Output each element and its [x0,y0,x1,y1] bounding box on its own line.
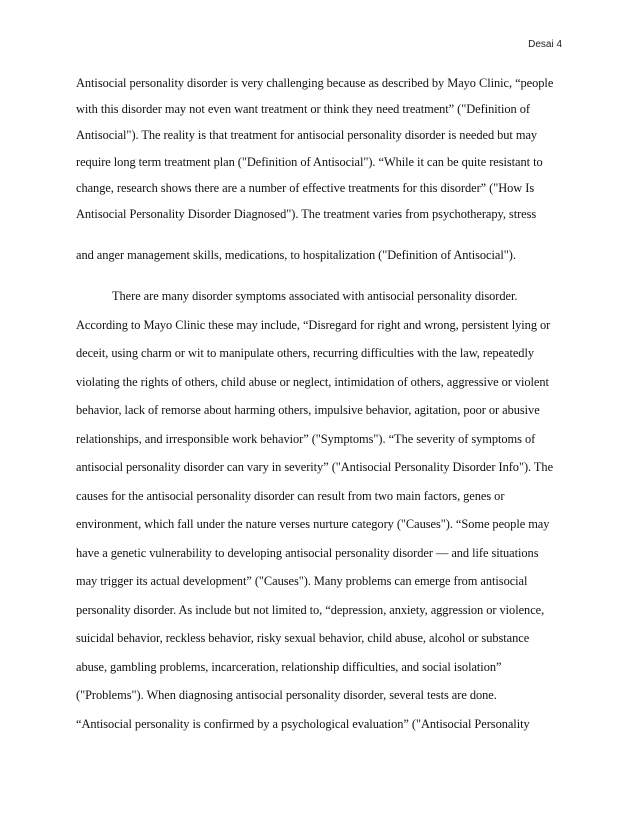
body-line: suicidal behavior, reckless behavior, risky sexual behavior, child abuse, alcohol or substance [76,631,530,645]
body-line: require long term treatment plan ("Definition of Antisocial"). “While it can be quite resistant to [76,155,543,169]
body-line: deceit, using charm or wit to manipulate others, recurring difficulties with the law, repeatedly [76,346,534,360]
body-line: Antisocial Personality Disorder Diagnosed"). The treatment varies from psychotherapy, stress [76,207,537,221]
body-line: Antisocial"). The reality is that treatment for antisocial personality disorder is needed but may [76,128,538,142]
body-line: personality disorder. As include but not limited to, “depression, anxiety, aggression or violence, [76,603,545,617]
body-line: causes for the antisocial personality disorder can result from two main factors, genes or [76,489,505,503]
body-line: environment, which fall under the nature verses nurture category ("Causes"). “Some people may [76,517,550,531]
body-line: ("Problems"). When diagnosing antisocial personality disorder, several tests are done. [76,688,497,702]
body-line: Antisocial personality disorder is very challenging because as described by Mayo Clinic, “people [76,76,554,90]
body-line: abuse, gambling problems, incarceration, relationship difficulties, and social isolation” [76,660,502,674]
body-line: and anger management skills, medications, to hospitalization ("Definition of Antisocial"). [76,248,516,262]
body-line: “Antisocial personality is confirmed by a psychological evaluation” ("Antisocial Personality [76,717,530,731]
body-line: with this disorder may not even want treatment or think they need treatment” ("Definition of [76,102,530,116]
body-line: According to Mayo Clinic these may include, “Disregard for right and wrong, persistent lying or [76,318,551,332]
body-line: may trigger its actual development” ("Causes"). Many problems can emerge from antisocial [76,574,528,588]
body-line: violating the rights of others, child abuse or neglect, intimidation of others, aggressive or violent [76,375,549,389]
body-line: relationships, and irresponsible work behavior” ("Symptoms"). “The severity of symptoms of [76,432,536,446]
running-head: Desai 4 [528,39,562,50]
body-line paragraph-first-line: There are many disorder symptoms associated with antisocial personality disorder. [112,289,518,303]
body-line: have a genetic vulnerability to developing antisocial personality disorder — and life situations [76,546,539,560]
body-line: antisocial personality disorder can vary in severity” ("Antisocial Personality Disorder Info"). The [76,460,554,474]
body-line: change, research shows there are a number of effective treatments for this disorder” ("How Is [76,181,535,195]
body-line: behavior, lack of remorse about harming others, impulsive behavior, agitation, poor or abusive [76,403,540,417]
